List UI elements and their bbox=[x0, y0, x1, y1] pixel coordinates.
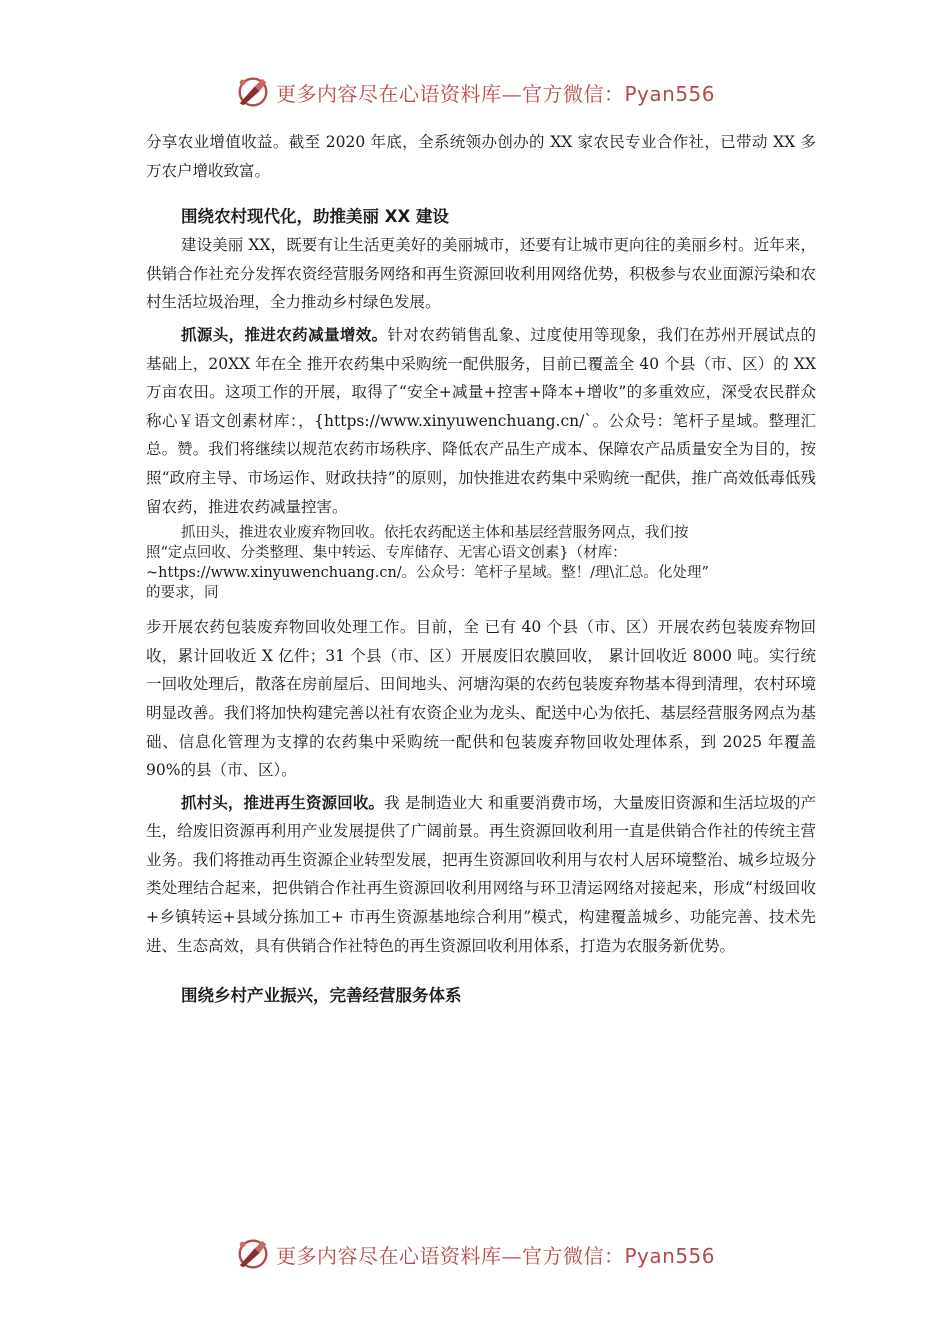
lead-renewable: 抓村头，推进再生资源回收。 bbox=[181, 793, 385, 812]
paragraph-pesticide-reduction bbox=[146, 321, 816, 521]
paragraph-continued: 分享农业增值收益。截至 2020 年底，全系统领办创办的 XX 家农民专业合作社，已带动 XX 多万农户增收致富。 bbox=[146, 133, 816, 180]
renewable-text: 我 是制造业大 和重要消费市场，大量废旧资源和生活垃圾的产生，给废旧资源再利用产业发展提供了广阔前景。再生资源回收利用一直是供销合作社的传统主营业务。我们将推动再生资源企业转型发展，把再生资源回收利用与农村人居环境整治、城乡垃圾分类处理结合起来，把供销合作社再生资源回收利用网络与环卫清运网络对接起来，形成“村级回收+乡镇转运+县域分拣加工+ 市再生资源基地综合利用”模式，构建覆盖城乡、功能完善、技术先进、生态高效，具有供销合作社特色的再生资源回收利用体系，打造为农服务新优势。 bbox=[146, 793, 816, 955]
footer-banner bbox=[0, 1234, 950, 1274]
pen-logo-icon bbox=[234, 1235, 272, 1273]
banner-text: 更多内容尽在心语资料库—官方微信：Pyan556 bbox=[276, 1243, 716, 1268]
waste-line-2: 照“定点回收、分类整理、集中转运、专库储存、无害心语文创素}（材库： bbox=[146, 545, 627, 562]
banner-text: 更多内容尽在心语资料库—官方微信：Pyan556 bbox=[276, 81, 716, 106]
paragraph-packaging-recycling: 步开展农药包装废弃物回收处理工作。目前，全 已有 40 个县（市、区）开展农药包装废弃物回收，累计回收近 X 亿件；31 个县（市、区）开展废旧农膜回收， 累计回收近 8000 吨。实行统一回收处理后，散落在房前屋后、田间地头、河塘沟渠的农药包装废弃物基本得到清理，农村环境明显改善。我们将加快构建完善以社有农资企业为龙头、配送中心为依托、基层经营服务网点为基础、信息化管理为支撑的农药集中采购统一配供和包装废弃物回收处理体系，到 2025 年覆盖 90%的县（市、区）。 bbox=[146, 618, 816, 780]
document-body bbox=[146, 128, 816, 1006]
waste-line-4: 的要求，同 bbox=[146, 585, 219, 602]
paragraph-beautiful-countryside: 建设美丽 XX，既要有让生活更美好的美丽城市，还要有让城市更向往的美丽乡村。近年来， 供销合作社充分发挥农资经营服务网络和再生资源回收利用网络优势，积极参与农业面源污染和农村生活垃圾治理，全力推动乡村绿色发展。 bbox=[146, 236, 816, 312]
section-heading-industry-revitalization: 围绕乡村产业振兴，完善经营服务体系 bbox=[181, 986, 462, 1006]
section-heading-rural-modernization: 围绕农村现代化，助推美丽 XX 建设 bbox=[181, 207, 449, 227]
pesticide-text: 针对农药销售乱象、过度使用等现象，我们在苏州开展试点的基础上，20XX 年在全 推开农药集中采购统一配供服务，目前已覆盖全 40 个县（市、区）的 XX 万亩农田。这项工作的开展，取得了“安全+减量+控害+降本+增收”的多重效应，深受农民群众称心￥语文创素材库：，{https://www.xinyuwenchuang.cn/`。公众号：笔杆子星域。整理汇总。赞。我们将继续以规范农药市场秩序、降低农产品生产成本、保障农产品质量安全为目的，按照“政府主导、市场运作、财政扶持”的原则，加快推进农药集中采购统一配供，推广高效低毒低残留农药，推进农药减量控害。 bbox=[146, 325, 816, 516]
paragraph-waste-recycling bbox=[146, 523, 816, 603]
pen-logo-icon bbox=[234, 73, 272, 111]
paragraph-renewable-resources bbox=[146, 789, 816, 961]
waste-line-1: 抓田头，推进农业废弃物回收。依托农药配送主体和基层经营服务网点，我们按 bbox=[181, 525, 689, 542]
wechat-id: Pyan556 bbox=[624, 81, 716, 106]
lead-pesticide: 抓源头，推进农药减量增效。 bbox=[181, 325, 388, 344]
wechat-id: Pyan556 bbox=[624, 1243, 716, 1268]
waste-line-3: ~https://www.xinyuwenchuang.cn/。公众号：笔杆子星域。整！/理\汇总。化处理” bbox=[146, 565, 709, 582]
header-banner bbox=[0, 72, 950, 112]
